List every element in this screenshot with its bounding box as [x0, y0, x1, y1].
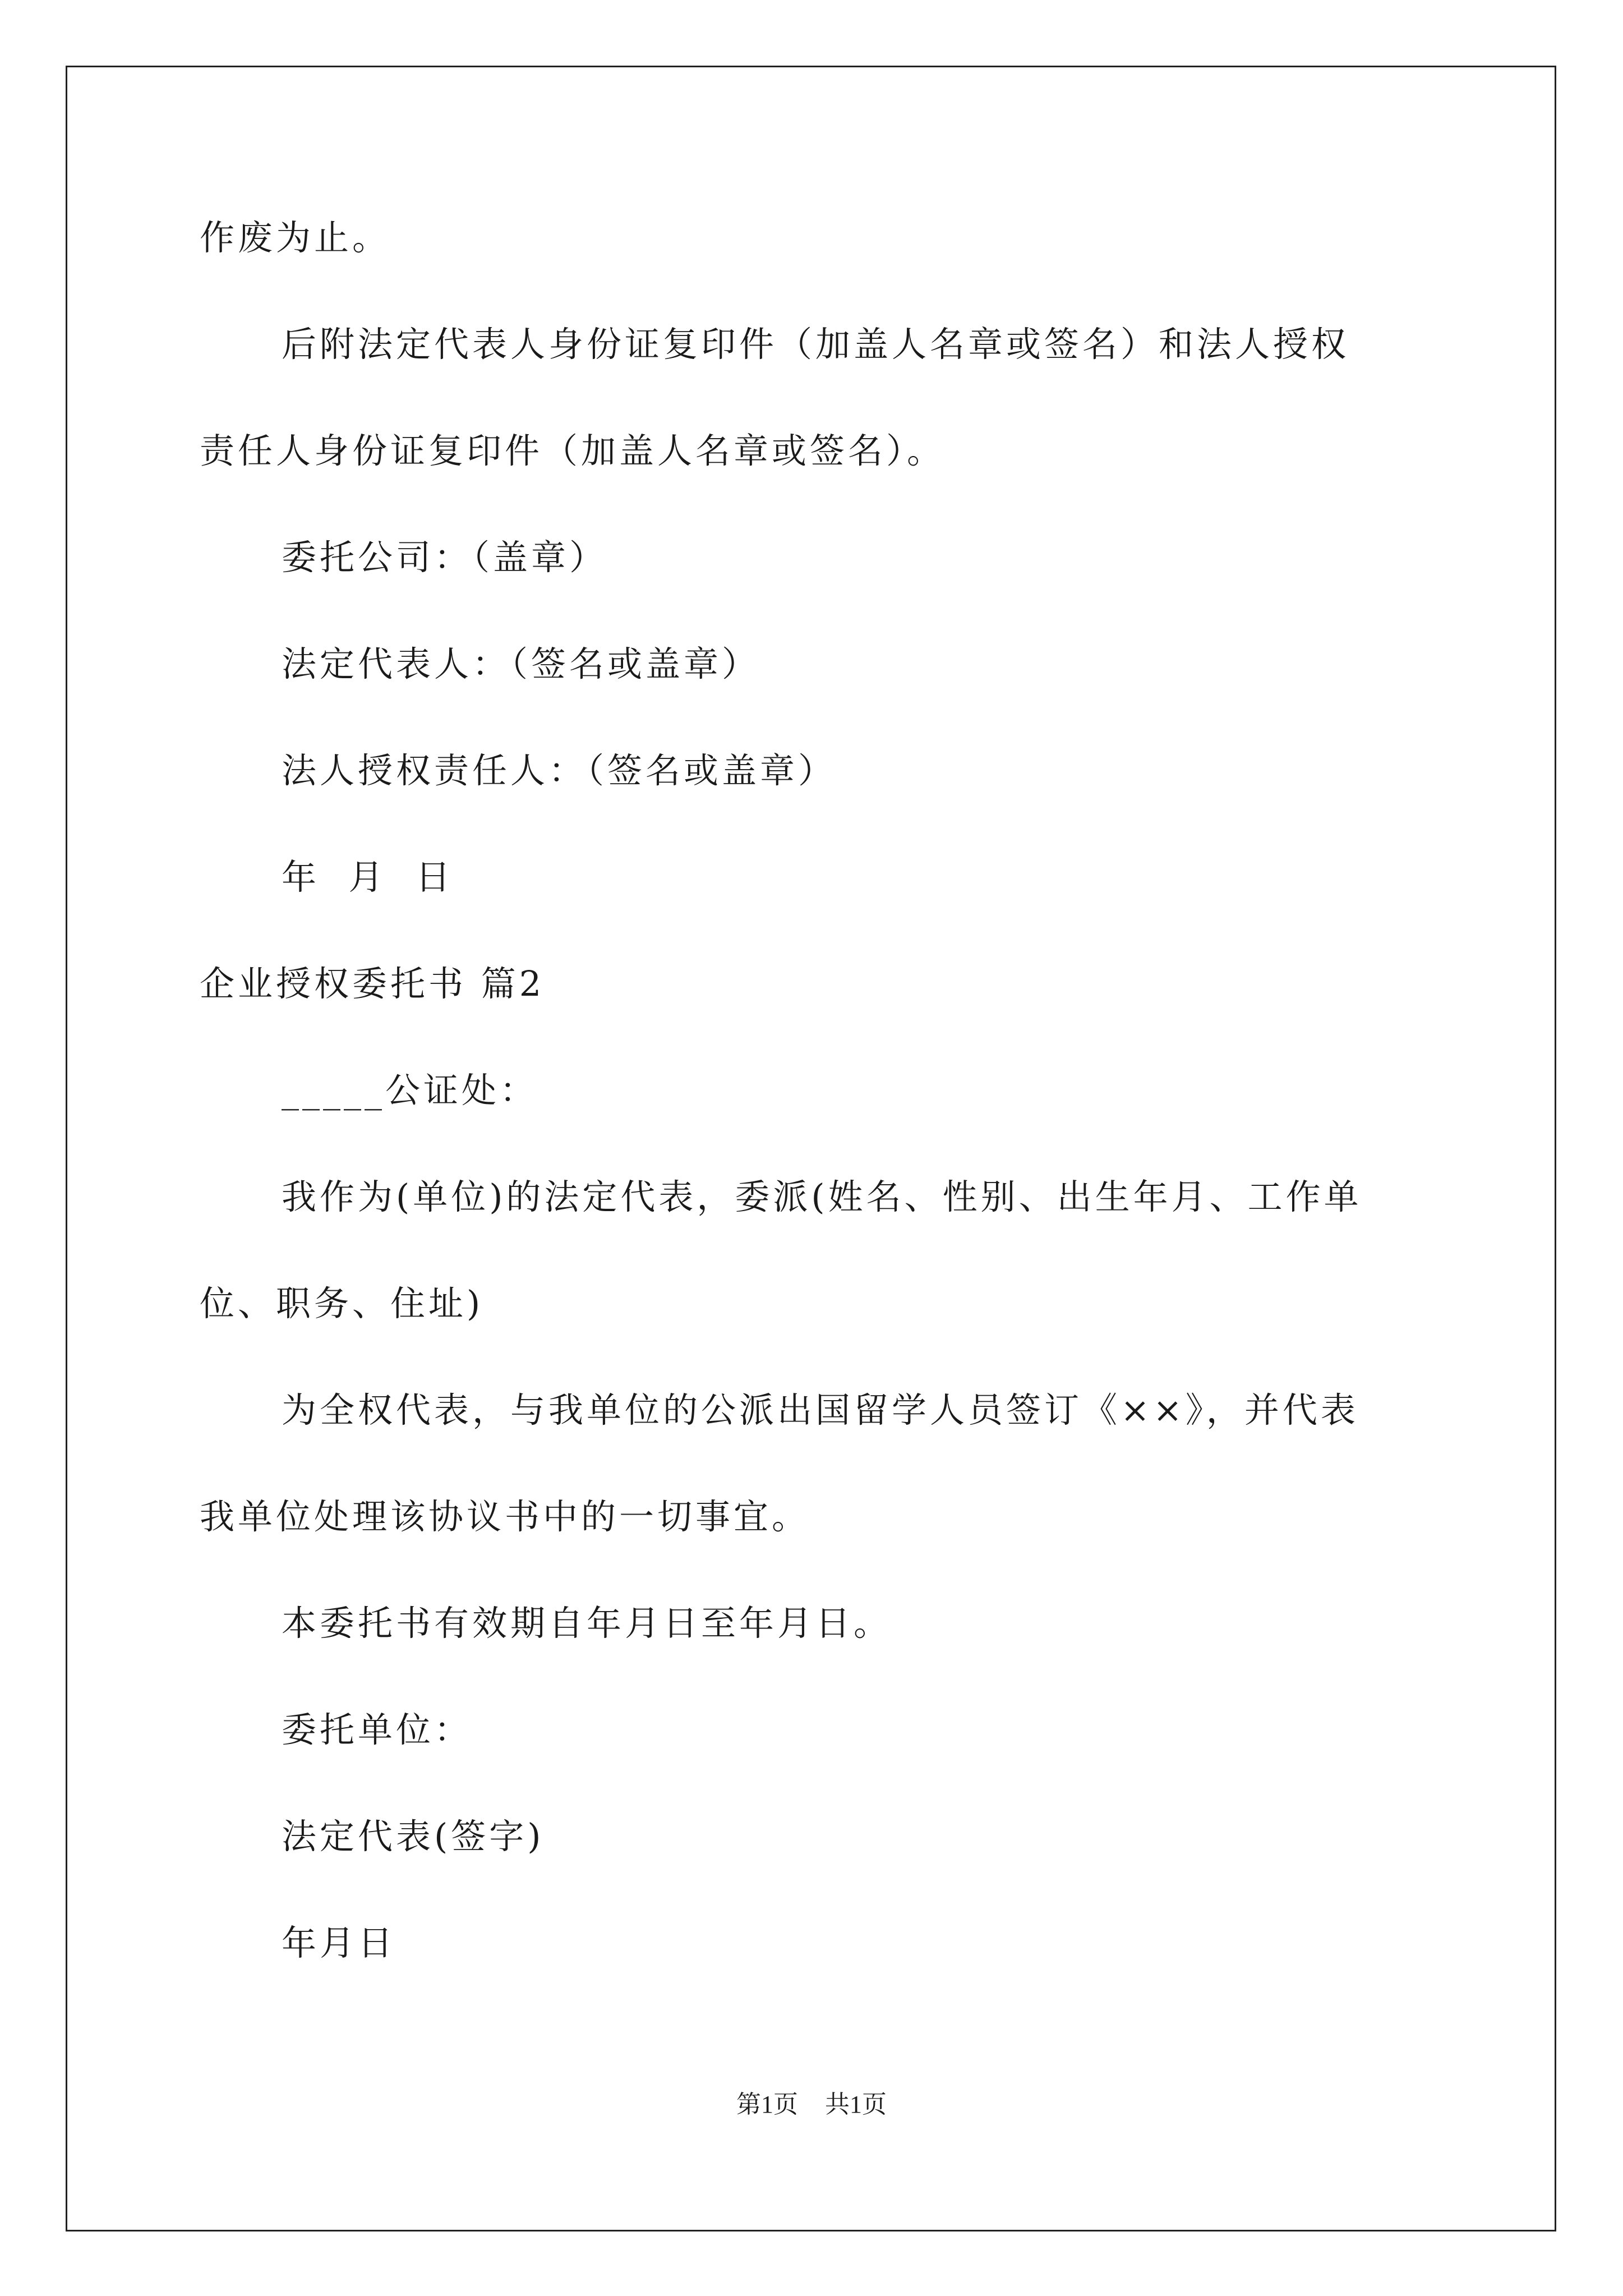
paragraph-line: 后附法定代表人身份证复印件（加盖人名章或签名）和法人授权: [282, 324, 1350, 365]
page-number: 第1页: [736, 2091, 798, 2118]
page-total: 共1页: [825, 2091, 887, 2118]
paragraph-line: 法人授权责任人：（签名或盖章）: [282, 750, 837, 791]
date-line: 年 月 日: [282, 857, 454, 898]
paragraph-line: 法定代表人：（签名或盖章）: [282, 643, 760, 684]
section-heading: 企业授权委托书 篇2: [200, 963, 545, 1004]
paragraph-line: 位、职务、住址): [200, 1283, 484, 1324]
paragraph-line: 委托公司：（盖章）: [282, 537, 608, 578]
addressee-line: _____公证处：: [282, 1070, 538, 1111]
paragraph-line: 责任人身份证复印件（加盖人名章或签名）。: [200, 430, 946, 471]
paragraph-line: 为全权代表，与我单位的公派出国留学人员签订《××》，并代表: [282, 1389, 1359, 1430]
paragraph-line: 法定代表(签字): [282, 1816, 545, 1857]
paragraph-line: 本委托书有效期自年月日至年月日。: [282, 1603, 892, 1644]
paragraph-line: 我单位处理该协议书中的一切事宜。: [200, 1496, 810, 1537]
paragraph-line: 作废为止。: [200, 217, 391, 258]
page-border: [66, 66, 1556, 2231]
date-line: 年月日: [282, 1922, 396, 1963]
paragraph-line: 委托单位：: [282, 1709, 473, 1750]
page-footer: [0, 2088, 1623, 2122]
paragraph-line: 我作为(单位)的法定代表，委派(姓名、性别、出生年月、工作单: [282, 1176, 1362, 1217]
